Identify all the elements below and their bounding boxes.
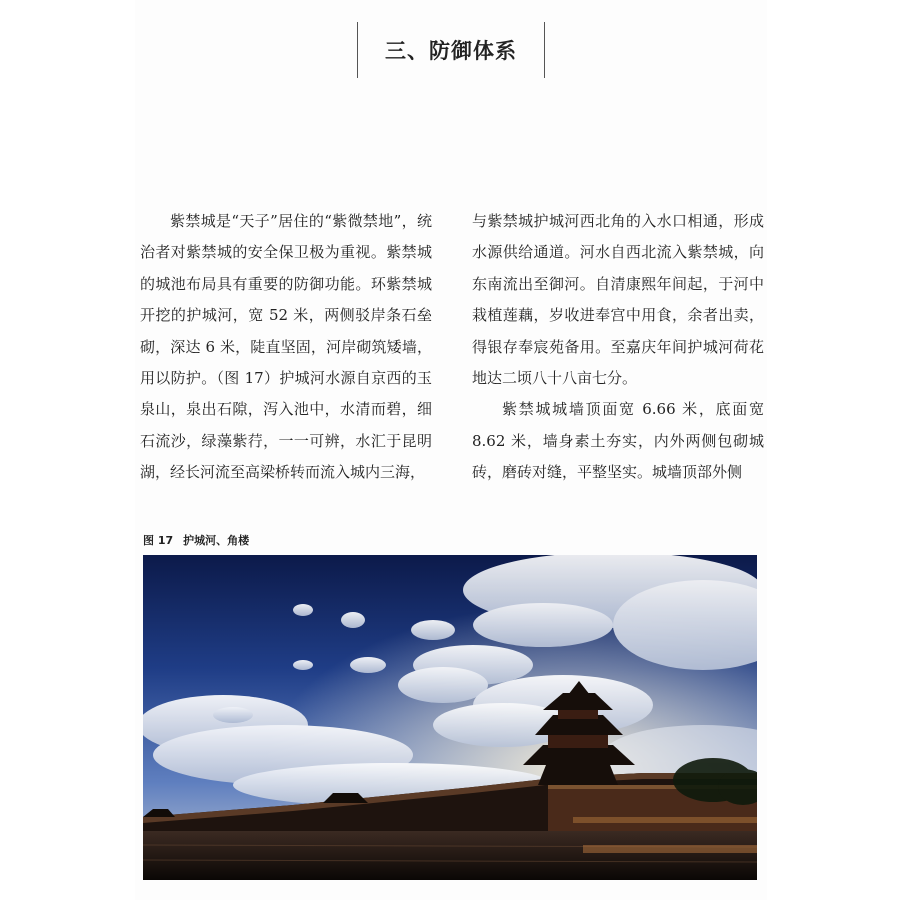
figure-caption bbox=[143, 532, 249, 548]
figure-caption-text: 护城河、角楼 bbox=[183, 534, 250, 547]
moat-corner-tower-photo bbox=[143, 555, 757, 880]
figure-photo bbox=[143, 555, 757, 880]
text-column-left bbox=[140, 206, 432, 489]
section-heading-box bbox=[357, 22, 545, 78]
text-column-right bbox=[472, 206, 764, 489]
figure-number: 图 17 bbox=[143, 534, 174, 547]
paragraph: 紫禁城城墙顶面宽 6.66 米，底面宽 8.62 米，墙身素土夯实，内外两侧包砌城砖，磨砖对缝，平整坚实。城墙顶部外侧 bbox=[472, 400, 764, 482]
paragraph-continuation: 与紫禁城护城河西北角的入水口相通，形成水源供给通道。河水自西北流入紫禁城，向东南流出至御河。自清康熙年间起，于河中栽植莲藕，岁收进奉宫中用食，余者出卖，得银存奉宸苑备用。至嘉庆年间护城河荷花地达二顷八十八亩七分。 bbox=[472, 212, 764, 388]
section-title: 三、防御体系 bbox=[385, 39, 517, 63]
paragraph: 紫禁城是“天子”居住的“紫微禁地”，统治者对紫禁城的安全保卫极为重视。紫禁城的城池布局具有重要的防御功能。环紫禁城开挖的护城河，宽 52 米，两侧驳岸条石垒砌，深达 6 米，陡直坚固，河岸砌筑矮墙，用以防护。（图 17）护城河水源自京西的玉泉山，泉出石隙，泻入池中，水清而碧，细石流沙，绿藻紫荇，一一可辨，水汇于昆明湖，经长河流至高梁桥转而流入城内三海， bbox=[140, 212, 432, 482]
